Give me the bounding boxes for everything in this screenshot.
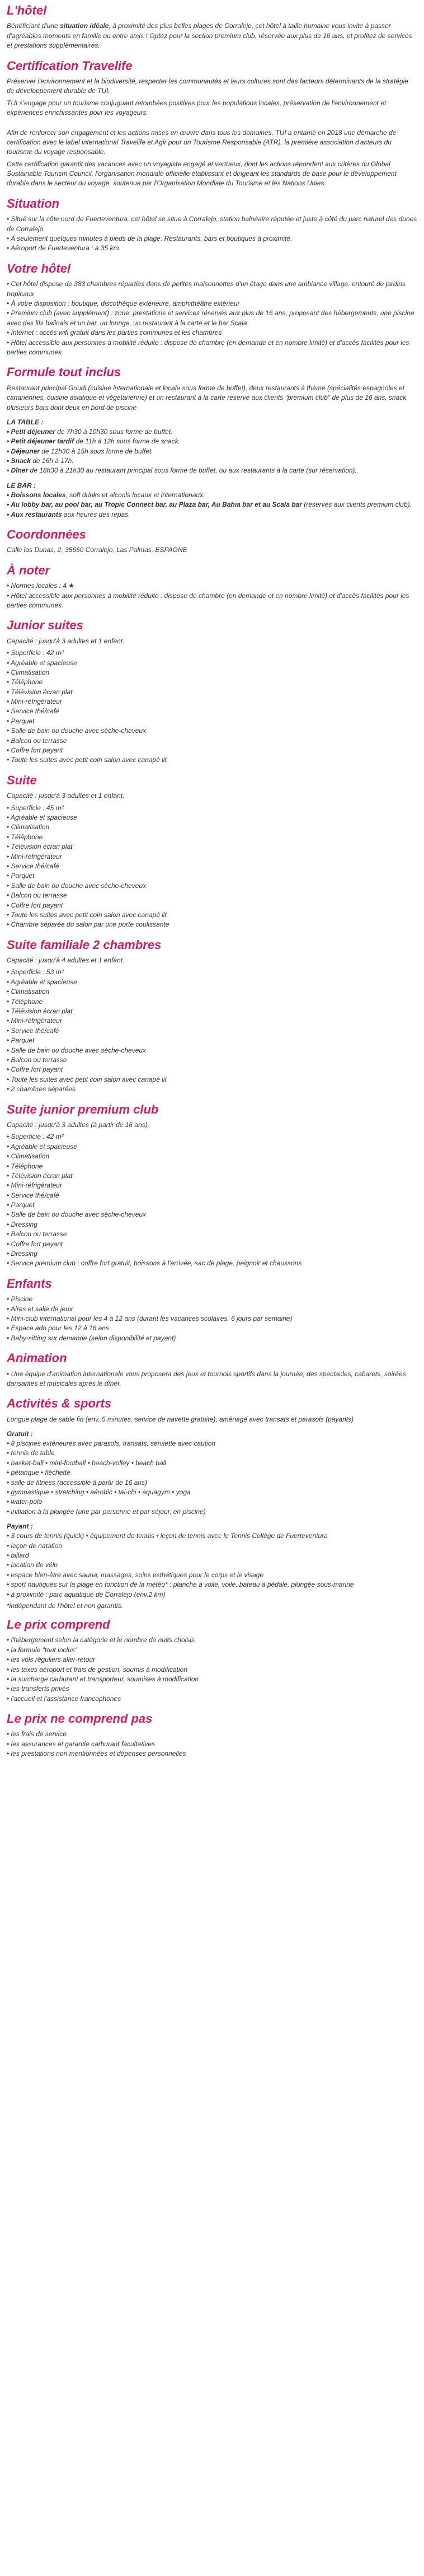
section-8 — [7, 773, 417, 930]
section-13 — [7, 1396, 417, 1610]
list-item: • les prestations non mentionnées et dépenses personnelles — [7, 1750, 186, 1758]
sublist — [7, 427, 417, 476]
bullet-list — [7, 648, 417, 765]
list-item: • Toute les suites avec petit coin salon avec canapé lit — [7, 910, 167, 919]
list-item: • A seulement quelques minutes à pieds de la plage. Restaurants, bars et boutiques à proximité. — [7, 235, 293, 243]
list-item: • Balcon ou terrasse — [7, 1055, 67, 1064]
section-title: Enfants — [7, 1276, 52, 1291]
section-14 — [7, 1617, 417, 1704]
section-title: À noter — [7, 563, 50, 577]
list-item: • Salle de bain ou douche avec sèche-cheveux — [7, 881, 147, 890]
list-item: • 2 chambres séparées — [7, 1085, 76, 1093]
hotel-intro-text: Bénéficiant d'une situation idéale, à proximité des plus belles plages de Corralejo, cet hôtel à taille humaine vous invite à passer d'agréables moments en famille ou entre amis ! Optez pour la section premium club, réservée aux plus de 16 ans, et profitez de services et prestations supplémentaires. — [7, 22, 412, 50]
item-text: • billard — [7, 1551, 29, 1559]
item-bold: • Dîner — [7, 466, 29, 475]
list-item — [7, 1560, 417, 1570]
paragraph: Cette certification garantit des vacances avec un voyagiste engagé et vertueux, dont les actions répondent aux critères du Global Sustainable Tourism Council, l'organisation mondiale officielle établissant et dirigeant les standards de base pour le développement durable dans le secteur du voyage, soutenue par l'Organisation Mondiale du Tourisme et les Nations Unies. — [7, 160, 397, 188]
bullet-list — [7, 1369, 417, 1389]
section-title: Certification Travelife — [7, 58, 133, 73]
list-item: • Une équipe d'animation internationale vous proposera des jeux et tournois sportifs dans la journée, des spectacles, cabarets, soirées dansantes et musicales après le dîner. — [7, 1369, 406, 1387]
list-item: • Piscine — [7, 1295, 33, 1303]
list-item: • Mini-réfrigérateur — [7, 852, 62, 861]
item-bold: • Boissons locales — [7, 490, 66, 499]
list-item: • Service thé/café — [7, 862, 59, 870]
item-text: (réservés aux clients premium club). — [301, 501, 412, 509]
bullet-list — [7, 1729, 417, 1759]
list-item: • Parquet — [7, 717, 35, 725]
section-2 — [7, 197, 417, 254]
list-item — [7, 427, 417, 437]
section-4 — [7, 365, 417, 520]
list-item: • Hôtel accessible aux personnes à mobilité réduite : dispose de chambre (en demande et en nombre limité) et d'accès facilités pour les parties communes. — [7, 591, 409, 609]
section-title: Junior suites — [7, 618, 83, 633]
list-item — [7, 447, 417, 456]
item-text: • espace bien-être avec sauna, massages, soins esthétiques pour le corps et le visage — [7, 1570, 264, 1579]
list-item: • Internet : accès wifi gratuit dans les parties communes et les chambres — [7, 329, 222, 337]
item-text: • pétanque • fléchette — [7, 1469, 70, 1477]
section-6 — [7, 563, 417, 611]
hotel-intro — [7, 21, 417, 50]
list-item: • Mini-réfrigérateur — [7, 1017, 62, 1025]
list-item: • Climatisation — [7, 1152, 50, 1161]
list-item: • Superficie : 53 m² — [7, 968, 64, 976]
paragraph: Restaurant principal Goudi (cuisine internationale et locale sous forme de buffet), deux restaurants à thème (spécialités espagnoles et canariennes, cuisine asiatique et végétarienne) et un restaurant à la carte réservé aux clients "premium club" de plus de 16 ans, snack, plusieurs bars dont deux en bord de piscine — [7, 384, 408, 412]
list-item: • Climatisation — [7, 823, 50, 831]
list-item: • Agréable et spacieuse — [7, 1142, 77, 1151]
sublist-label: LE BAR : — [7, 481, 36, 489]
item-bold: • Aux restaurants — [7, 510, 62, 518]
section-7 — [7, 618, 417, 765]
list-item: • Cet hôtel dispose de 383 chambres réparties dans de petites maisonnettes d'un étage dans une ambiance village, entouré de jardins tropicaux — [7, 280, 406, 298]
section-title: L'hôtel — [7, 3, 47, 17]
item-text: aux heures des repas. — [62, 510, 130, 518]
paragraph: TUI s'engage pour un tourisme conjuguant retombées positives pour les populations locales, préservation de l'environnement et expériences enrichissantes pour les voyageurs. — [7, 99, 387, 117]
list-item — [7, 1590, 417, 1600]
list-item: • les transferts privés — [7, 1685, 69, 1693]
paragraph: Capacité : jusqu'à 3 adultes et 1 enfant. — [7, 792, 125, 800]
paragraph: Capacité : jusqu'à 3 adultes (à partir de 16 ans). — [7, 1120, 150, 1129]
section-title: Le prix comprend — [7, 1617, 110, 1631]
list-item — [7, 1580, 417, 1589]
list-item: • Agréable et spacieuse — [7, 814, 77, 821]
list-item — [7, 1531, 417, 1541]
item-text: de 12h30 à 15h sous forme de buffet. — [39, 447, 153, 455]
dynamic-sections — [7, 197, 417, 1759]
list-item: • Salle de bain ou douche avec sèche-cheveux — [7, 1210, 147, 1219]
list-item: • Service premium club : coffre fort gratuit, boissons à l'arrivée, sac de plage, peignoir et chaussons — [7, 1259, 302, 1268]
list-item — [7, 1458, 417, 1468]
item-text: • 8 piscines extérieures avec parasols, transats, serviette avec caution — [7, 1439, 216, 1448]
section-certification — [7, 59, 417, 189]
paragraph: Afin de renforcer son engagement et les actions mises en œuvre dans tous les domaines, TUI a entamé en 2018 une démarche de certification avec le label international Travelife et Agir pour un Tourisme Responsable (ATR), la première association d'acteurs du tourisme du voyage responsable. — [7, 128, 397, 156]
list-item: • Superficie : 42 m² — [7, 649, 64, 657]
section-10 — [7, 1102, 417, 1269]
list-item: • Télévision écran plat — [7, 1007, 73, 1016]
list-item: • Téléphone — [7, 678, 43, 686]
sublist-label: LA TABLE : — [7, 418, 44, 426]
item-text: • 3 cours de tennis (quick) • équipement de tennis • leçon de tennis avec le Tennis Collège de Fuerteventura — [7, 1532, 328, 1540]
list-item: • Télévision écran plat — [7, 1171, 73, 1180]
list-item: • la surcharge carburant et transporteur, soumises à modification — [7, 1675, 199, 1683]
list-item — [7, 1448, 417, 1458]
sublist-label: Payant : — [7, 1522, 33, 1531]
list-item: • Dressing — [7, 1250, 37, 1258]
list-item: • Normes locales : 4 ★ — [7, 582, 74, 590]
paragraph: Longue plage de sable fin (env. 5 minutes, service de navette gratuite), aménagé avec transats et parasols (payants) — [7, 1415, 354, 1423]
item-text: • à proximité : parc aquatique de Corralejo (env.2 km) — [7, 1590, 166, 1598]
section-title: Suite — [7, 773, 37, 787]
item-text: • tennis de table — [7, 1449, 55, 1457]
list-item — [7, 490, 417, 500]
list-item: • Téléphone — [7, 833, 43, 841]
list-item: • Télévision écran plat — [7, 843, 73, 851]
list-item: • Service thé/café — [7, 1191, 59, 1199]
list-item: • À votre disposition : boutique, discothèque extérieure, amphithéâtre extérieur — [7, 299, 240, 307]
item-bold: • Petit déjeuner — [7, 427, 55, 436]
list-item: • les frais de service — [7, 1730, 67, 1738]
list-item: • Baby-sitting sur demande (selon disponibilité et payant) — [7, 1334, 176, 1342]
list-item: • Toute les suites avec petit coin salon avec canapé lit — [7, 1075, 167, 1083]
paragraph: Préserver l'environnement et la biodiversité, respecter les communautés et leurs cultures sont des facteurs déterminants de la stratégie de développement durable de TUI. — [7, 77, 408, 95]
bullet-list — [7, 1132, 417, 1268]
list-item: • Salle de bain ou douche avec sèche-cheveux — [7, 1046, 147, 1054]
list-item: • Téléphone — [7, 1162, 43, 1170]
item-text: • sport nautiques sur la plage en fonction de la météo* : planche à voile, voile, bateau à pédale, plongée sous-marine — [7, 1581, 354, 1589]
section-title: Formule tout inclus — [7, 365, 121, 380]
list-item: • Espace ado pour les 12 à 16 ans — [7, 1324, 109, 1333]
list-item — [7, 510, 417, 520]
list-item: • Parquet — [7, 1036, 35, 1045]
list-item: • Agréable et spacieuse — [7, 658, 77, 667]
list-item: • Service thé/café — [7, 1026, 59, 1035]
list-item: • Situé sur la côte nord de Fuerteventura, cet hôtel se situe à Corralejo, station balnéaire réputée et juste à côté du parc naturel des dunes de Corralejo. — [7, 215, 417, 233]
list-item: • Mini-réfrigérateur — [7, 698, 62, 706]
list-item — [7, 1488, 417, 1497]
list-item: • Dressing — [7, 1220, 37, 1228]
item-text: de 7h30 à 10h30 sous forme de buffet. — [55, 427, 173, 436]
list-item: • Coffre fort payant — [7, 901, 63, 909]
paragraph: Capacité : jusqu'à 4 adultes et 1 enfant. — [7, 956, 125, 965]
list-item: • Chambre séparée du salon par une porte coulissante — [7, 920, 169, 929]
list-item: • Aires et salle de jeux — [7, 1305, 73, 1313]
section-11 — [7, 1277, 417, 1343]
list-item: • Service thé/café — [7, 707, 59, 716]
list-item — [7, 1439, 417, 1448]
sublist — [7, 1531, 417, 1600]
list-item: • Superficie : 45 m² — [7, 803, 64, 812]
list-item: • Balcon ou terrasse — [7, 736, 67, 745]
bullet-list — [7, 967, 417, 1094]
item-bold: • Déjeuner — [7, 447, 40, 455]
section-3 — [7, 261, 417, 358]
section-title: Activités & sports — [7, 1396, 112, 1411]
list-item: • les taxes aéroport et frais de gestion, soumis à modification — [7, 1665, 188, 1673]
list-item — [7, 1497, 417, 1507]
list-item: • la formule "tout inclus" — [7, 1645, 78, 1654]
item-text: de 16h à 17h. — [30, 457, 74, 465]
bullet-list — [7, 1294, 417, 1343]
item-text: • leçon de natation — [7, 1541, 62, 1550]
bullet-list — [7, 581, 417, 610]
item-text: • salle de fitness (accessible à partir de 16 ans) — [7, 1478, 147, 1486]
list-item: • Balcon ou terrasse — [7, 1230, 67, 1238]
item-text: • location de vélo — [7, 1561, 58, 1569]
list-item — [7, 1478, 417, 1488]
item-text: de 18h30 à 21h30 au restaurant principal sous forme de buffet, ou aux restaurants à la carte (sur réservation). — [28, 466, 357, 475]
spacer — [7, 120, 417, 128]
list-item: • Aéroport de Fuerteventura : à 35 km. — [7, 244, 121, 253]
bullet-list — [7, 279, 417, 357]
list-item — [7, 1541, 417, 1551]
list-item — [7, 1570, 417, 1580]
list-item: • Parquet — [7, 872, 35, 880]
list-item — [7, 1551, 417, 1560]
list-item: • Télévision écran plat — [7, 688, 73, 696]
list-item — [7, 466, 417, 475]
list-item — [7, 437, 417, 446]
section-hotel — [7, 3, 417, 51]
section-5 — [7, 527, 417, 555]
item-bold: • Petit déjeuner tardif — [7, 437, 74, 446]
section-title: Le prix ne comprend pas — [7, 1712, 153, 1726]
list-item — [7, 456, 417, 466]
list-item: • Hôtel accessible aux personnes à mobilité réduite : dispose de chambre (en demande et en nombre limité) et d'accès facilités pour les parties communes — [7, 338, 409, 356]
list-item: • les vols réguliers aller-retour — [7, 1656, 96, 1664]
list-item: • Superficie : 42 m² — [7, 1133, 64, 1141]
section-title: Animation — [7, 1351, 67, 1366]
bullet-list — [7, 1635, 417, 1704]
list-item — [7, 1468, 417, 1478]
list-item: • Coffre fort payant — [7, 746, 63, 755]
footnote: *indépendant de l'hôtel et non garantis. — [7, 1601, 123, 1610]
list-item — [7, 500, 417, 509]
item-text: • basket-ball • mini-football • beach-volley • beach ball — [7, 1458, 166, 1467]
list-item: • Agréable et spacieuse — [7, 978, 77, 986]
list-item — [7, 1507, 417, 1517]
list-item: • Parquet — [7, 1201, 35, 1209]
section-title: Situation — [7, 196, 60, 211]
item-text: • gymnastique • stretching • aérobic • tai-chi • aquagym • yoga — [7, 1488, 191, 1497]
section-9 — [7, 938, 417, 1095]
sublist — [7, 1439, 417, 1517]
item-bold: • Au lobby bar, au pool bar, au Tropic Connect bar, au Plaza bar, Au Bahia bar et au Scala bar — [7, 501, 302, 509]
section-15 — [7, 1712, 417, 1759]
list-item: • l'accueil et l'assistance francophones — [7, 1694, 121, 1703]
list-item: • Mini-club international pour les 4 à 12 ans (durant les vacances scolaires, 6 jours par semaine) — [7, 1314, 293, 1322]
list-item: • Mini-réfrigérateur — [7, 1181, 62, 1190]
section-title: Suite familiale 2 chambres — [7, 937, 162, 952]
sublist — [7, 490, 417, 520]
sublist-label: Gratuit : — [7, 1430, 33, 1438]
list-item: • Toute les suites avec petit coin salon avec canapé lit — [7, 756, 167, 764]
section-title: Suite junior premium club — [7, 1102, 159, 1116]
paragraph: Capacité : jusqu'à 3 adultes et 1 enfant. — [7, 637, 125, 645]
item-text: de 11h à 12h sous forme de snack. — [74, 437, 181, 446]
list-item: • Balcon ou terrasse — [7, 891, 67, 900]
list-item: • Coffre fort payant — [7, 1065, 63, 1074]
item-text: • water-polo — [7, 1498, 43, 1506]
list-item: • Salle de bain ou douche avec sèche-cheveux — [7, 727, 147, 735]
list-item: • Climatisation — [7, 988, 50, 996]
item-bold: • Snack — [7, 457, 31, 465]
list-item: • l'hébergement selon la catégorie et le nombre de nuits choisis — [7, 1636, 195, 1644]
section-title: Coordonnées — [7, 527, 86, 542]
paragraph: Calle los Dunas, 2, 35660 Corralejo, Las Palmas, ESPAGNE — [7, 546, 187, 554]
list-item: • Coffre fort payant — [7, 1240, 63, 1248]
list-item: • Climatisation — [7, 668, 50, 676]
list-item: • Premium club (avec supplément) : zone, prestations et services réservés aux plus de 16 ans, proposant des hébergements, une piscine avec des lits balinais et un bar, un lounge, un restaurant à la carte et le bar Scala — [7, 309, 414, 327]
item-text: , soft drinks et alcools locaux et internationaux. — [65, 490, 205, 499]
list-item: • les assurances et garantie carburant facultatives — [7, 1740, 156, 1748]
section-title: Votre hôtel — [7, 261, 71, 275]
list-item: • Téléphone — [7, 997, 43, 1006]
bullet-list — [7, 803, 417, 930]
bullet-list — [7, 214, 417, 254]
section-12 — [7, 1351, 417, 1388]
item-text: • initiation à la plongée (une par personne et par séjour, en piscine) — [7, 1507, 206, 1516]
